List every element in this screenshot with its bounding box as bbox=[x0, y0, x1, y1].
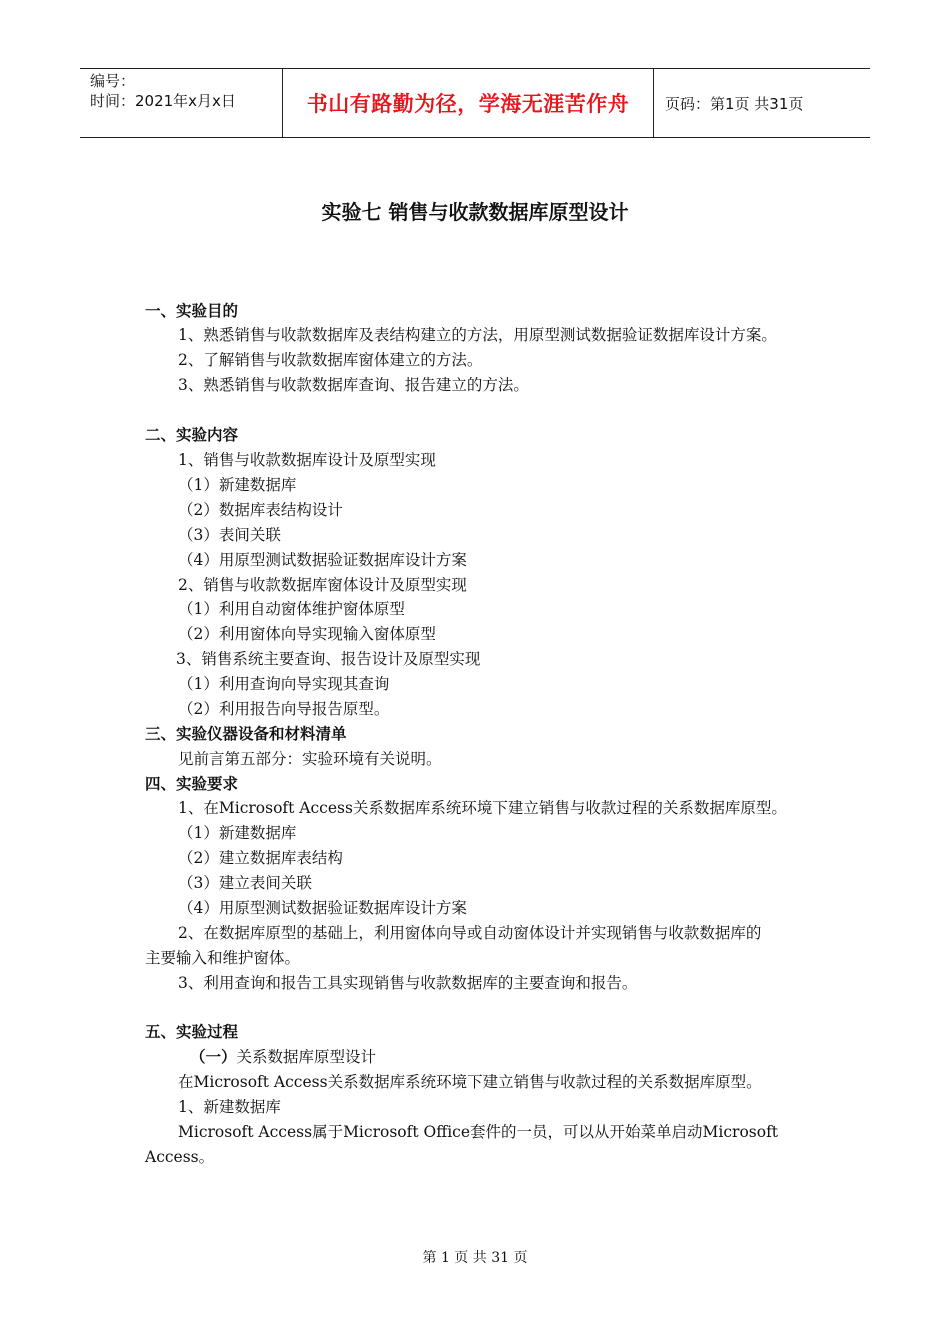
text-line: （2）利用窗体向导实现输入窗体原型 bbox=[178, 625, 436, 643]
header-table bbox=[80, 68, 870, 138]
text-line: （4）用原型测试数据验证数据库设计方案 bbox=[178, 899, 467, 917]
text-line: 3、销售系统主要查询、报告设计及原型实现 bbox=[176, 650, 481, 668]
text-line: 1、销售与收款数据库设计及原型实现 bbox=[178, 451, 436, 469]
text-line: （2）数据库表结构设计 bbox=[178, 501, 343, 519]
text-line: 在Microsoft Access关系数据库系统环境下建立销售与收款过程的关系数据库原型。 bbox=[178, 1073, 762, 1091]
text-line: 3、利用查询和报告工具实现销售与收款数据库的主要查询和报告。 bbox=[178, 974, 638, 992]
number-label: 编号： bbox=[90, 72, 136, 90]
section-heading-content: 二、实验内容 bbox=[145, 426, 239, 444]
text-line: （2）建立数据库表结构 bbox=[178, 849, 343, 867]
text-line: 1、熟悉销售与收款数据库及表结构建立的方法，用原型测试数据验证数据库设计方案。 bbox=[178, 326, 777, 344]
text-line: （2）利用报告向导报告原型。 bbox=[178, 700, 390, 718]
motto-text: 书山有路勤为径，学海无涯苦作舟 bbox=[283, 69, 654, 137]
page-info: 页码：第1页 共31页 bbox=[665, 94, 804, 113]
page-footer: 第 1 页 共 31 页 bbox=[422, 1250, 528, 1266]
text-line: （3）建立表间关联 bbox=[178, 874, 312, 892]
header-meta-cell bbox=[80, 69, 283, 137]
subsection-title: 关系数据库原型设计 bbox=[236, 1048, 377, 1066]
text-line: 2、在数据库原型的基础上，利用窗体向导或自动窗体设计并实现销售与收款数据库的 bbox=[178, 924, 762, 942]
text-line: （4）用原型测试数据验证数据库设计方案 bbox=[178, 551, 467, 569]
text-line: 1、在Microsoft Access关系数据库系统环境下建立销售与收款过程的关系数据库原型。 bbox=[178, 799, 787, 817]
subsection-heading bbox=[190, 1046, 376, 1068]
text-line: （1）新建数据库 bbox=[178, 824, 297, 842]
section-heading-purpose: 一、实验目的 bbox=[145, 302, 239, 320]
text-line: Access。 bbox=[145, 1148, 215, 1166]
section-heading-equipment: 三、实验仪器设备和材料清单 bbox=[145, 725, 347, 743]
text-line: （1）利用自动窗体维护窗体原型 bbox=[178, 600, 405, 618]
text-line: （1）新建数据库 bbox=[178, 476, 297, 494]
subsection-number: （一） bbox=[190, 1048, 237, 1066]
text-line: Microsoft Access属于Microsoft Office套件的一员，可以从开始菜单启动Microsoft bbox=[178, 1123, 779, 1141]
section-heading-process: 五、实验过程 bbox=[145, 1023, 239, 1041]
text-line: 1、新建数据库 bbox=[178, 1098, 281, 1116]
text-line: 2、了解销售与收款数据库窗体建立的方法。 bbox=[178, 351, 483, 369]
text-line: 主要输入和维护窗体。 bbox=[145, 949, 301, 967]
text-line: （3）表间关联 bbox=[178, 526, 281, 544]
text-line: （1）利用查询向导实现其查询 bbox=[178, 675, 390, 693]
text-line: 2、销售与收款数据库窗体设计及原型实现 bbox=[178, 576, 467, 594]
document-title: 实验七 销售与收款数据库原型设计 bbox=[321, 200, 629, 224]
text-line: 3、熟悉销售与收款数据库查询、报告建立的方法。 bbox=[178, 376, 529, 394]
section-heading-requirements: 四、实验要求 bbox=[145, 775, 239, 793]
time-label: 时间：2021年x月x日 bbox=[90, 92, 236, 110]
text-line: 见前言第五部分：实验环境有关说明。 bbox=[178, 750, 442, 768]
